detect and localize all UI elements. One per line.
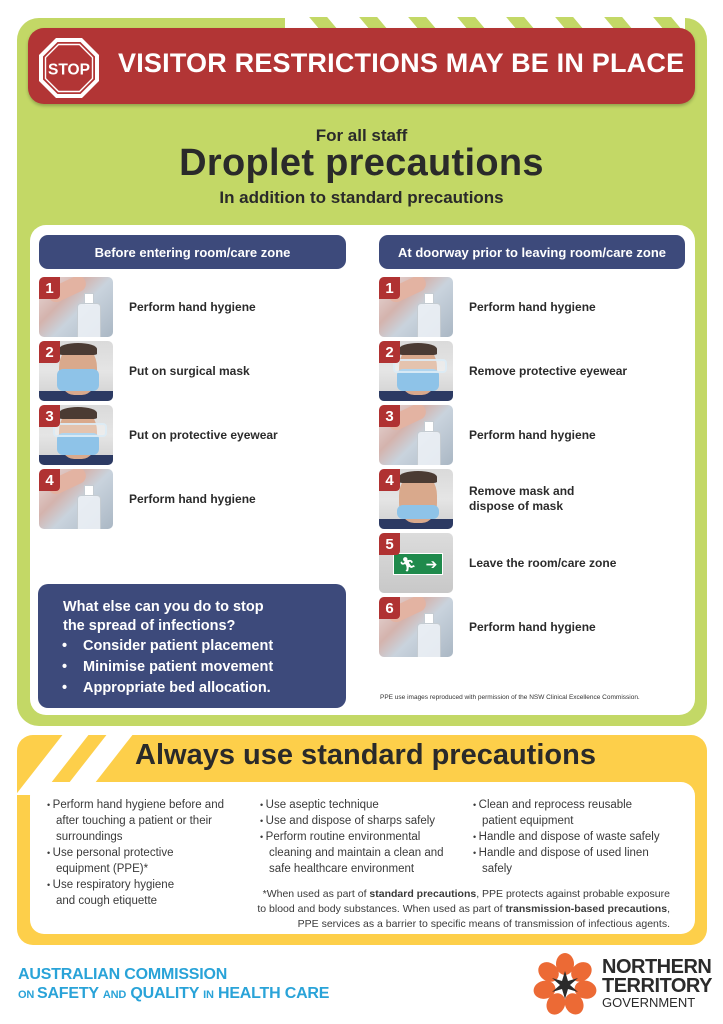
step-label: Perform hand hygiene [469,427,596,442]
decorative-stripes [285,0,685,30]
step-number-badge: 4 [379,469,400,491]
precaution-item: • Use aseptic technique [260,797,460,813]
leaving-step-2 [379,341,627,401]
leaving-step-6 [379,597,596,657]
protective-eyewear-image [39,405,113,465]
hand-hygiene-image [379,597,453,657]
step-number-badge: 1 [379,277,400,299]
standard-precautions-list-2 [260,797,460,877]
exit-sign-image [379,533,453,593]
step-label: Put on protective eyewear [129,427,278,442]
step-number-badge: 5 [379,533,400,555]
before-step-4 [39,469,256,529]
info-question [63,598,264,636]
step-number-badge: 3 [39,405,60,427]
standard-precautions-list-3 [473,797,688,877]
precaution-item: • Use personal protective equipment (PPE)* [47,845,206,877]
precaution-item: • Handle and dispose of waste safely [473,829,688,845]
leaving-step-1 [379,277,596,337]
info-item: • Minimise patient movement [62,657,273,678]
step-number-badge: 2 [39,341,60,363]
step-label: Perform hand hygiene [129,299,256,314]
hand-hygiene-image [379,405,453,465]
step-label: Perform hand hygiene [469,619,596,634]
acsqhc-logo-line-2: ON SAFETY AND QUALITY IN HEALTH CARE [18,985,330,1002]
info-item: • Appropriate bed allocation. [62,678,273,699]
info-list [62,636,273,699]
acsqhc-logo [18,965,329,1005]
ntg-flower-icon [532,952,598,1018]
leaving-step-3 [379,405,596,465]
step-label: Remove protective eyewear [469,363,628,378]
step-number-badge: 2 [379,341,400,363]
standard-precautions-title: Always use standard precautions [135,739,596,771]
before-entering-header: Before entering room/care zone [39,235,346,269]
before-step-3 [39,405,278,465]
precaution-item: • Use respiratory hygiene and cough etiquette [47,877,191,909]
page-subtitle: In addition to standard precautions [219,188,504,207]
precaution-item: • Perform hand hygiene before and after touching a patient or their surroundings [47,797,228,845]
step-number-badge: 1 [39,277,60,299]
leaving-step-5 [379,533,616,593]
leaving-step-4 [379,469,574,529]
step-number-badge: 4 [39,469,60,491]
precaution-item: • Clean and reprocess reusable patient equipment [473,797,662,829]
protective-eyewear-image [379,341,453,401]
step-label: Put on surgical mask [129,363,250,378]
info-question-line-2: the spread of infections? [63,618,236,634]
ntg-line-2: TERRITORY [602,975,712,997]
before-step-1 [39,277,256,337]
ntg-line-1: NORTHERN [602,956,712,978]
hand-hygiene-image [39,469,113,529]
hand-hygiene-image [39,277,113,337]
surgical-mask-image [39,341,113,401]
precaution-item: • Use and dispose of sharps safely [260,813,460,829]
step-label-line-1: Remove mask and [469,484,575,498]
before-step-2 [39,341,250,401]
precaution-item: • Handle and dispose of used linen safely [473,845,652,877]
step-number-badge: 3 [379,405,400,427]
image-credit: PPE use images reproduced with permission of the NSW Clinical Excellence Commission. [380,694,640,701]
leaving-header: At doorway prior to leaving room/care zone [379,235,685,269]
hand-hygiene-image [379,277,453,337]
step-label: Perform hand hygiene [129,491,256,506]
ntg-line-3: GOVERNMENT [602,995,696,1010]
stop-sign-icon [38,37,100,99]
step-label-line-2: dispose of mask [469,499,564,513]
info-item: • Consider patient placement [62,636,273,657]
banner-title: VISITOR RESTRICTIONS MAY BE IN PLACE [118,48,685,78]
ppe-footnote: *When used as part of standard precautions, PPE protects against probable exposure to blood and body substances. When used as part of transmission-based precautions, PPE services as a barrier to specific means of transmission of infectious agents. [257,888,670,930]
acsqhc-logo-line-1: AUSTRALIAN COMMISSION [18,966,228,983]
step-label: Perform hand hygiene [469,299,596,314]
step-label [469,484,574,514]
precaution-item: • Perform routine environmental cleaning and maintain a clean and safe healthcare environment [260,829,464,877]
ntg-logo-text [602,958,712,1010]
svg-text:STOP: STOP [48,61,90,79]
info-question-line-1: What else can you do to stop [63,599,264,615]
remove-mask-image [379,469,453,529]
infection-spread-info-box [38,584,346,708]
page-title: Droplet precautions [179,142,544,184]
step-label: Leave the room/care zone [469,555,617,570]
exit-sign-icon: 🏃︎ ➔ [393,553,443,575]
audience-label: For all staff [315,126,408,145]
step-number-badge: 6 [379,597,400,619]
